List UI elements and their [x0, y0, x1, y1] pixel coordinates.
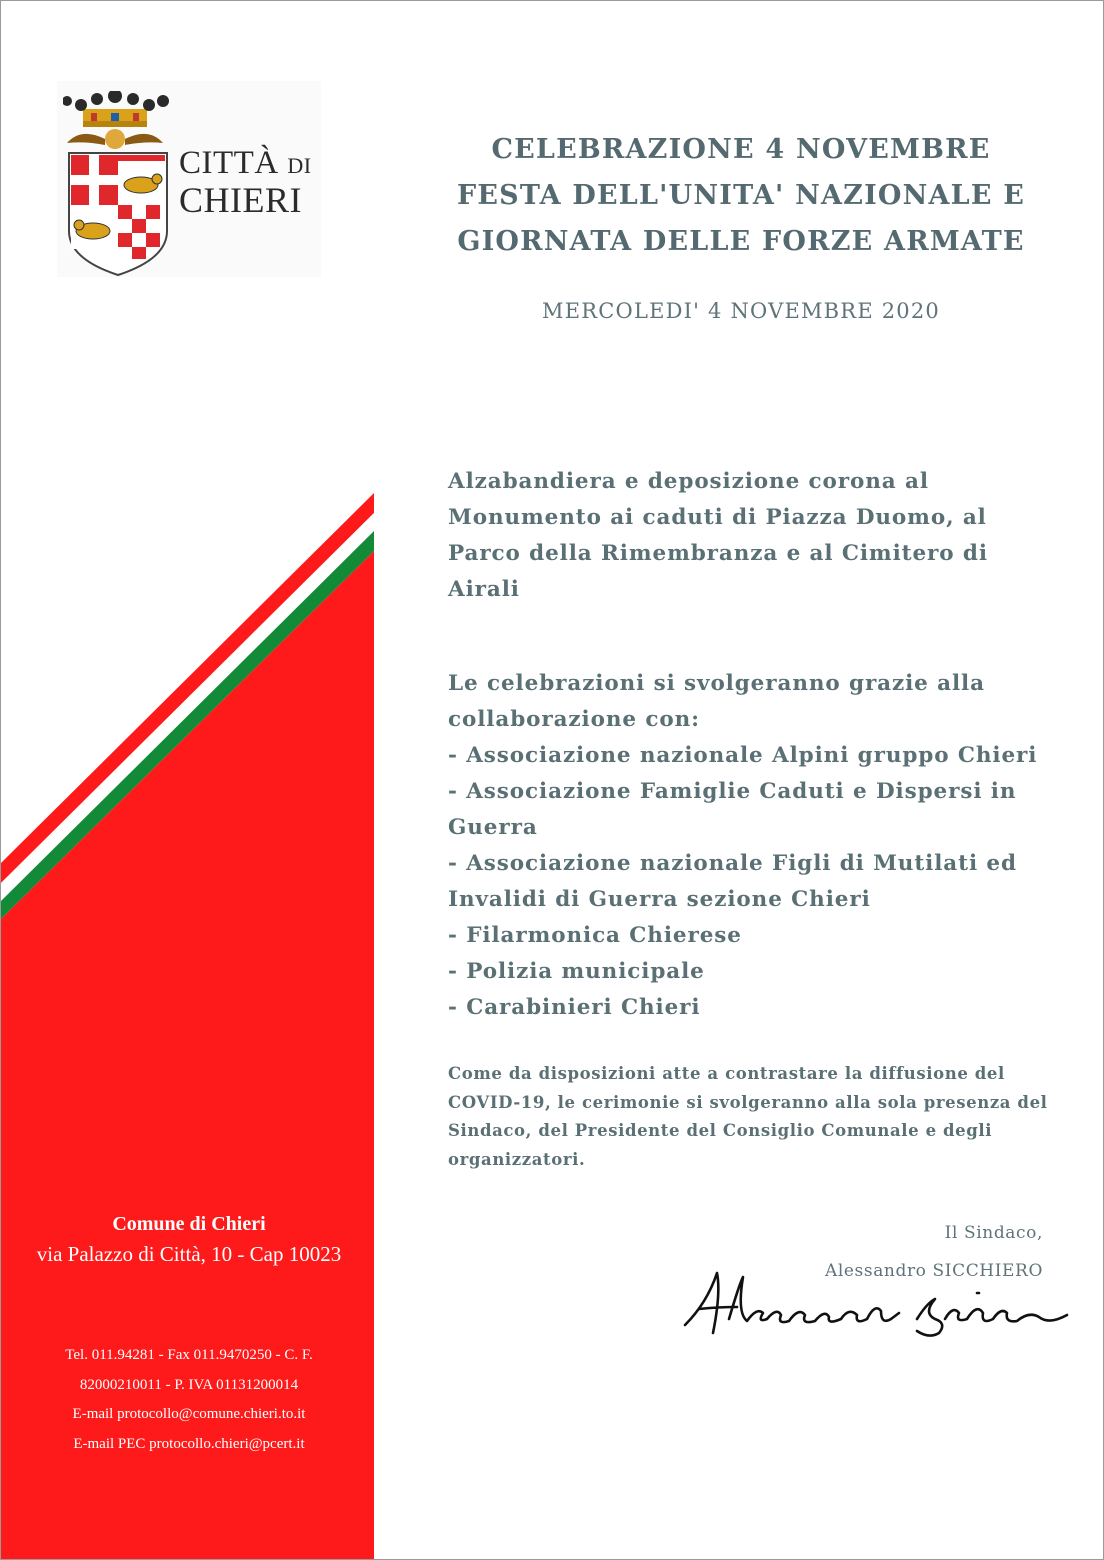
logo-line2: CHIERI: [179, 180, 302, 220]
footer-email: E-mail protocollo@comune.chieri.to.it: [72, 1406, 306, 1422]
list-item: - Carabinieri Chieri: [448, 990, 1068, 1026]
handwritten-signature: [677, 1263, 1077, 1343]
event-title: [431, 127, 1051, 265]
shield: [69, 153, 167, 275]
list-item: - Polizia municipale: [448, 954, 1068, 990]
collaborators-section: [448, 666, 1068, 1026]
title-line-2: FESTA DELL'UNITA' NAZIONALE E: [457, 180, 1025, 211]
coat-of-arms-icon: [63, 91, 173, 277]
mayor-name: Alessandro SICCHIERO: [824, 1261, 1043, 1281]
crown: [63, 91, 169, 127]
logo-line1-main: CITTÀ: [179, 145, 279, 181]
footer-org: Comune di Chieri: [112, 1213, 266, 1235]
list-item: - Filarmonica Chierese: [448, 918, 1068, 954]
mayor-role: Il Sindaco,: [944, 1223, 1043, 1243]
footer-phone-tax: Tel. 011.94281 - Fax 011.9470250 - C. F. 82000210011 - P. IVA 01131200014: [65, 1347, 313, 1393]
city-name: [179, 147, 312, 218]
logo-line1-small: DI: [287, 153, 312, 178]
city-logo: [57, 81, 321, 277]
footer-address: via Palazzo di Città, 10 - Cap 10023: [36, 1242, 342, 1266]
cherub: [67, 129, 163, 149]
title-line-3: GIORNATA DELLE FORZE ARMATE: [457, 226, 1025, 257]
title-line-1: CELEBRAZIONE 4 NOVEMBRE: [491, 134, 991, 165]
collaborators-list: [448, 738, 1068, 1026]
collaborators-intro: Le celebrazioni si svolgeranno grazie alla collaborazione con:: [448, 671, 985, 732]
ceremony-description: Alzabandiera e deposizione corona al Monumento ai caduti di Piazza Duomo, al Parco della Rimembranza e al Cimitero di Airali: [448, 469, 988, 602]
footer-pec: E-mail PEC protocollo.chieri@pcert.it: [73, 1435, 305, 1452]
covid-note: Come da disposizioni atte a contrastare la diffusione del COVID-19, le cerimonie si svolgeranno alla sola presenza del Sindaco, del Presidente del Consiglio Comunale e degli organizzatori.: [448, 1064, 1048, 1169]
list-item: - Associazione Famiglie Caduti e Dispersi in Guerra: [448, 774, 1068, 846]
footer-contact: [31, 1209, 347, 1269]
list-item: - Associazione nazionale Alpini gruppo Chieri: [448, 738, 1068, 774]
event-date: MERCOLEDI' 4 NOVEMBRE 2020: [542, 299, 940, 323]
list-item: - Associazione nazionale Figli di Mutilati ed Invalidi di Guerra sezione Chieri: [448, 846, 1068, 918]
footer-details: [31, 1341, 347, 1459]
